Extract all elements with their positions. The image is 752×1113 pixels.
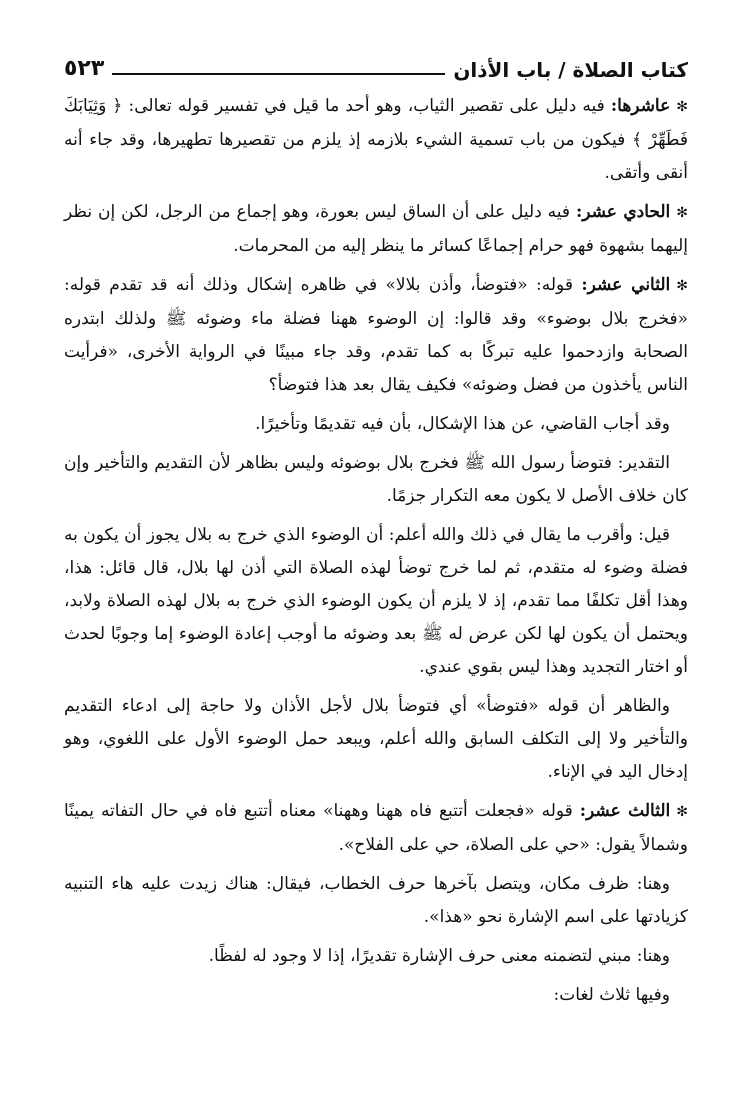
section-star-icon: ✻ bbox=[676, 205, 688, 221]
body-text bbox=[64, 90, 688, 1012]
paragraph bbox=[64, 196, 688, 263]
paragraph bbox=[64, 408, 688, 441]
paragraph-text: فيه دليل على أن الساق ليس بعورة، وهو إجماع من الرجل، لكن إن نظر إليهما بشهوة فهو حرام إجماعًا كسائر ما ينظر إليه من المحرمات. bbox=[64, 202, 688, 256]
running-title: كتاب الصلاة / باب الأذان bbox=[453, 58, 688, 82]
paragraph-lead: الثاني عشر: bbox=[581, 275, 671, 295]
section-star-icon: ✻ bbox=[676, 804, 689, 820]
paragraph bbox=[64, 979, 688, 1012]
paragraph-text: فيه دليل على تقصير الثياب، وهو أحد ما قيل في تفسير قوله تعالى: ﴿ وَثِيَابَكَ فَطَهِّرْ ﴾ فيكون من باب تسمية الشيء بلازمه إذ يلزم من تقصيرها تطهيرها، وقد جاء أنه أنقى وأتقى. bbox=[64, 96, 688, 183]
paragraph bbox=[64, 447, 688, 513]
paragraph-lead: عاشرها: bbox=[610, 96, 671, 116]
paragraph-text: قوله: «فتوضأ، وأذن بلالا» في ظاهره إشكال وذلك أنه قد تقدم قوله: «فخرج بلال بوضوء» وقد قالوا: إن الوضوء ههنا فضلة ماء وضوئه ﷺ ولذلك ابتدره الصحابة وازدحموا عليه تبركًا به كما تقدم، وقد جاء مبينًا في الرواية الأخرى، «فرأيت الناس يأخذون من فضل وضوئه» فكيف يقال بعد هذا فتوضأ؟ bbox=[64, 275, 688, 395]
paragraph bbox=[64, 269, 688, 402]
paragraph-text: وهنا: ظرف مكان، ويتصل بآخرها حرف الخطاب، فيقال: هناك زيدت عليه هاء التنبيه كزيادتها على اسم الإشارة نحو «هذا». bbox=[64, 874, 688, 927]
page-number: ٥٢٣ bbox=[64, 56, 105, 81]
section-star-icon: ✻ bbox=[676, 278, 688, 294]
paragraph-text: قوله «فجعلت أتتبع فاه ههنا وههنا» معناه أتتبع فاه في حال التفاته يمينًا وشمالاً يقول: «حي على الصلاة، حي على الفلاح». bbox=[64, 801, 688, 855]
paragraph bbox=[64, 90, 688, 190]
paragraph-text: وهنا: مبني لتضمنه معنى حرف الإشارة تقديرًا، إذا لا وجود له لفظًا. bbox=[208, 946, 670, 966]
header-rule bbox=[112, 73, 445, 75]
section-star-icon: ✻ bbox=[676, 99, 688, 115]
page-header bbox=[64, 44, 688, 84]
paragraph bbox=[64, 690, 688, 789]
paragraph-text: التقدير: فتوضأ رسول الله ﷺ فخرج بلال بوضوئه وليس بظاهر لأن التقديم والتأخير وإن كان خلاف الأصل لا يكون معه التكرار جزمًا. bbox=[64, 453, 688, 506]
paragraph bbox=[64, 940, 688, 973]
paragraph-text: وفيها ثلاث لغات: bbox=[553, 985, 670, 1005]
paragraph-lead: الثالث عشر: bbox=[579, 801, 671, 821]
paragraph bbox=[64, 868, 688, 934]
paragraph-text: قيل: وأقرب ما يقال في ذلك والله أعلم: أن الوضوء الذي خرج به بلال يجوز أن يكون به فضلة وضوء له متقدم، ثم لما خرج توضأ لهذه الصلاة التي أذن لها بلال، قال قائل: هذا، وهذا أقل تكلفًا مما تقدم، إذ لا يلزم أن يكون الوضوء الذي خرج به بلال لهذه الصلاة ولابد، ويحتمل أن يكون لها لكن عرض له ﷺ بعد وضوئه ما أوجب إعادة الوضوء إما وجوبًا لحدث أو اختار التجديد وهذا ليس بقوي عندي. bbox=[64, 525, 688, 677]
paragraph bbox=[64, 795, 688, 862]
paragraph-text: والظاهر أن قوله «فتوضأ» أي فتوضأ بلال لأجل الأذان ولا حاجة إلى ادعاء التقديم والتأخير ولا إلى التكلف السابق والله أعلم، ويبعد حمل الوضوء الأول على اللغوي، وهو إدخال اليد في الإناء. bbox=[64, 696, 688, 782]
paragraph-text: وقد أجاب القاضي، عن هذا الإشكال، بأن فيه تقديمًا وتأخيرًا. bbox=[255, 414, 670, 434]
paragraph bbox=[64, 519, 688, 684]
paragraph-lead: الحادي عشر: bbox=[575, 202, 671, 222]
